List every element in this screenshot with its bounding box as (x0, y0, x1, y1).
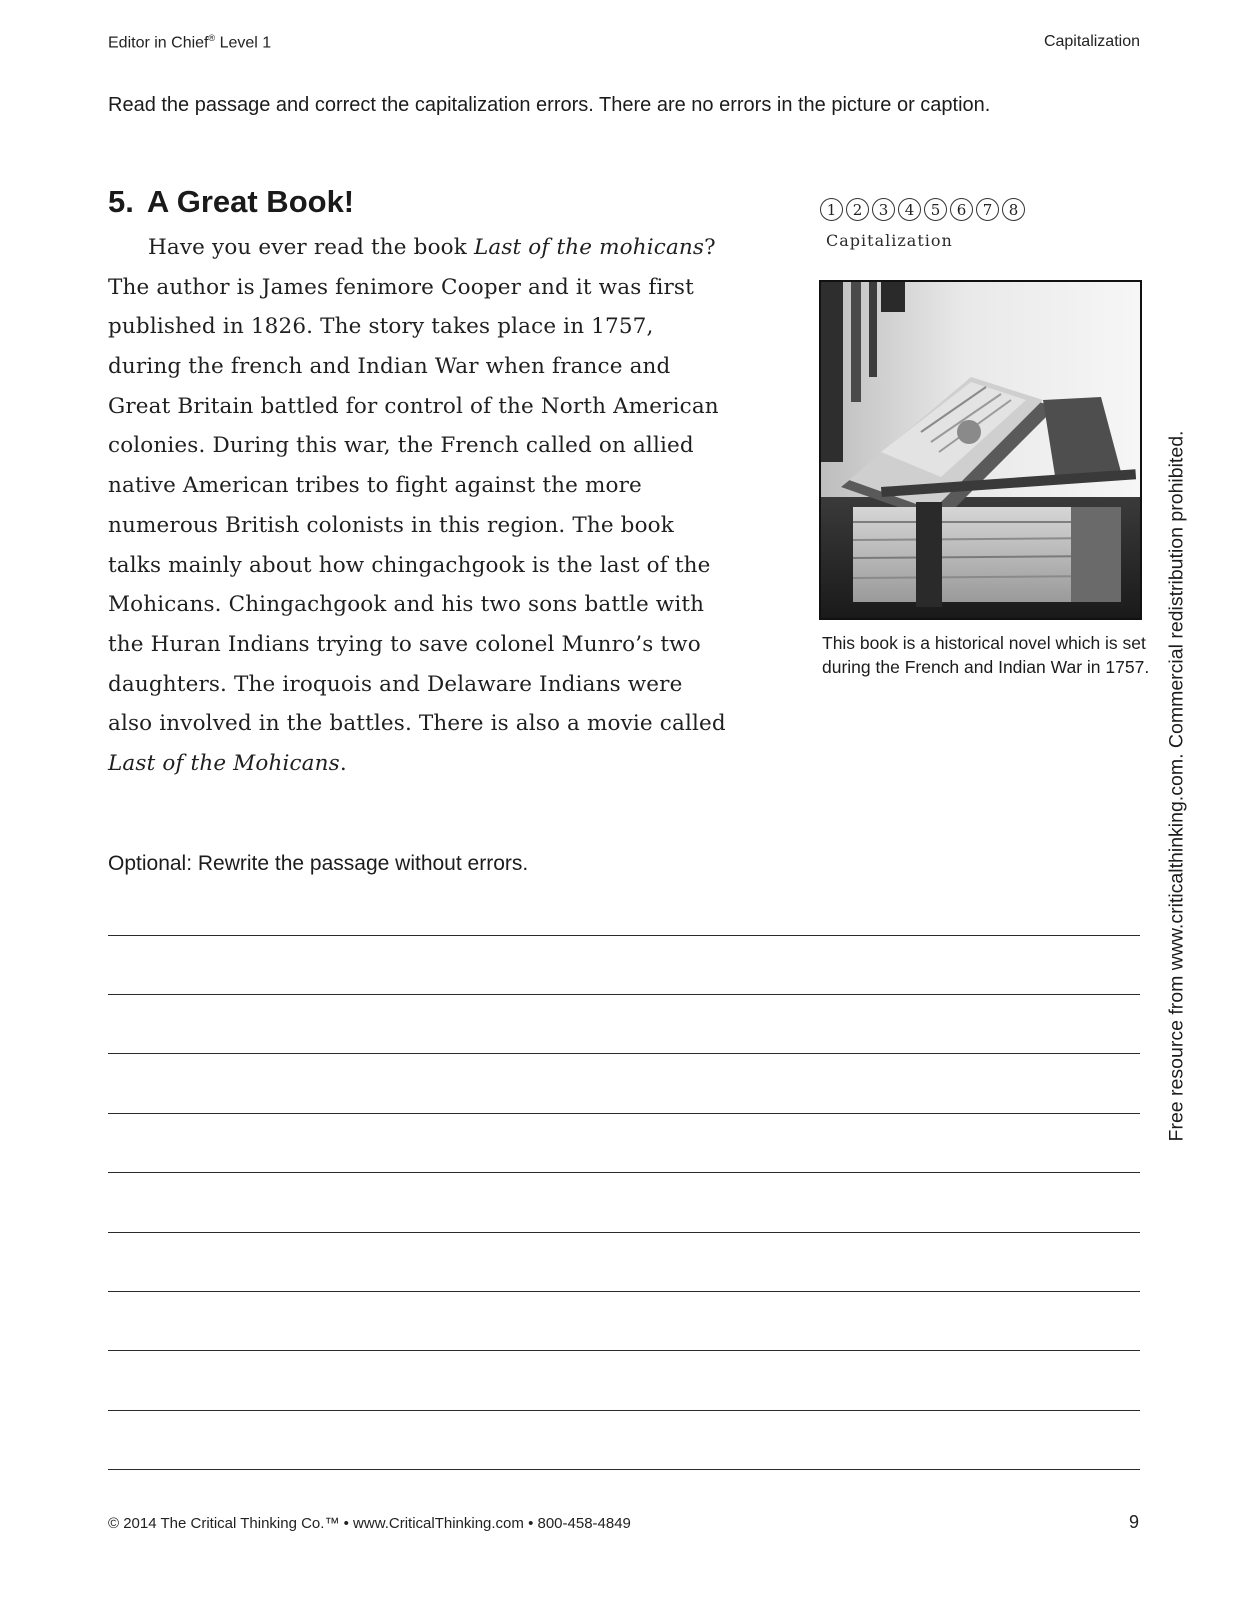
writing-line[interactable] (108, 1053, 1140, 1054)
writing-line[interactable] (108, 1291, 1140, 1292)
header-book-title: Editor in Chief (108, 34, 209, 52)
footer-copyright: © 2014 The Critical Thinking Co.™ • www.CriticalThinking.com • 800-458-4849 (108, 1515, 631, 1532)
story-title (108, 184, 354, 220)
passage-line (108, 228, 798, 268)
story-number: 5. (108, 184, 134, 219)
writing-line[interactable] (108, 1113, 1140, 1114)
photo-caption: This book is a historical novel which is set during the French and Indian War in 1757. (822, 633, 1150, 677)
passage-line: also involved in the battles. There is also a movie called (108, 711, 726, 737)
writing-line[interactable] (108, 994, 1140, 995)
writing-line[interactable] (108, 1410, 1140, 1411)
skill-circle-6: 6 (950, 198, 973, 221)
passage (108, 228, 798, 784)
writing-line[interactable] (108, 1232, 1140, 1233)
header-level: Level 1 (219, 34, 272, 52)
passage-line: the Huran Indians trying to save colonel Munro’s two (108, 631, 701, 657)
skill-circle-1: 1 (820, 198, 843, 221)
skill-circle-5: 5 (924, 198, 947, 221)
writing-line[interactable] (108, 935, 1140, 936)
instructions: Read the passage and correct the capitalization errors. There are no errors in the picture or caption. (108, 94, 991, 116)
header-left (108, 33, 271, 52)
book-title-italic: Last of the mohicans (473, 235, 705, 260)
passage-line: native American tribes to fight against the more (108, 473, 642, 499)
skill-circles (820, 198, 1025, 221)
page-number: 9 (1128, 1512, 1139, 1532)
redistribution-notice: Free resource from www.criticalthinking.com. Commercial redistribution prohibited. (1165, 430, 1188, 1142)
old-books-photo (819, 280, 1142, 620)
passage-text: ? (704, 235, 716, 260)
skill-circle-7: 7 (976, 198, 999, 221)
registered-mark: ® (208, 33, 216, 43)
passage-line: daughters. The iroquois and Delaware Indians were (108, 671, 683, 697)
writing-line[interactable] (108, 1469, 1140, 1470)
passage-text: Have you ever read the book (148, 235, 474, 260)
passage-text: . (339, 750, 347, 776)
skill-circle-4: 4 (898, 198, 921, 221)
skill-circle-3: 3 (872, 198, 895, 221)
passage-line: The author is James fenimore Cooper and it was first (108, 274, 694, 300)
writing-line[interactable] (108, 1350, 1140, 1351)
writing-line[interactable] (108, 1172, 1140, 1173)
skill-label: Capitalization (826, 231, 953, 250)
passage-line: colonies. During this war, the French called on allied (108, 433, 694, 459)
passage-line: during the french and Indian War when france and (108, 354, 671, 380)
old-books-illustration (821, 282, 1140, 618)
optional-instruction: Optional: Rewrite the passage without errors. (108, 852, 529, 875)
passage-line: published in 1826. The story takes place in 1757, (108, 314, 654, 340)
passage-line: talks mainly about how chingachgook is the last of the (108, 552, 711, 578)
header-topic: Capitalization (1043, 33, 1140, 50)
book-title-italic: Last of the Mohicans (108, 750, 340, 776)
passage-line (108, 744, 798, 784)
story-title-text: A Great Book! (146, 184, 355, 219)
passage-line: numerous British colonists in this region. The book (108, 512, 674, 538)
skill-circle-2: 2 (846, 198, 869, 221)
skill-circle-8: 8 (1002, 198, 1025, 221)
passage-line: Mohicans. Chingachgook and his two sons battle with (108, 592, 705, 618)
passage-line: Great Britain battled for control of the North American (108, 393, 719, 419)
